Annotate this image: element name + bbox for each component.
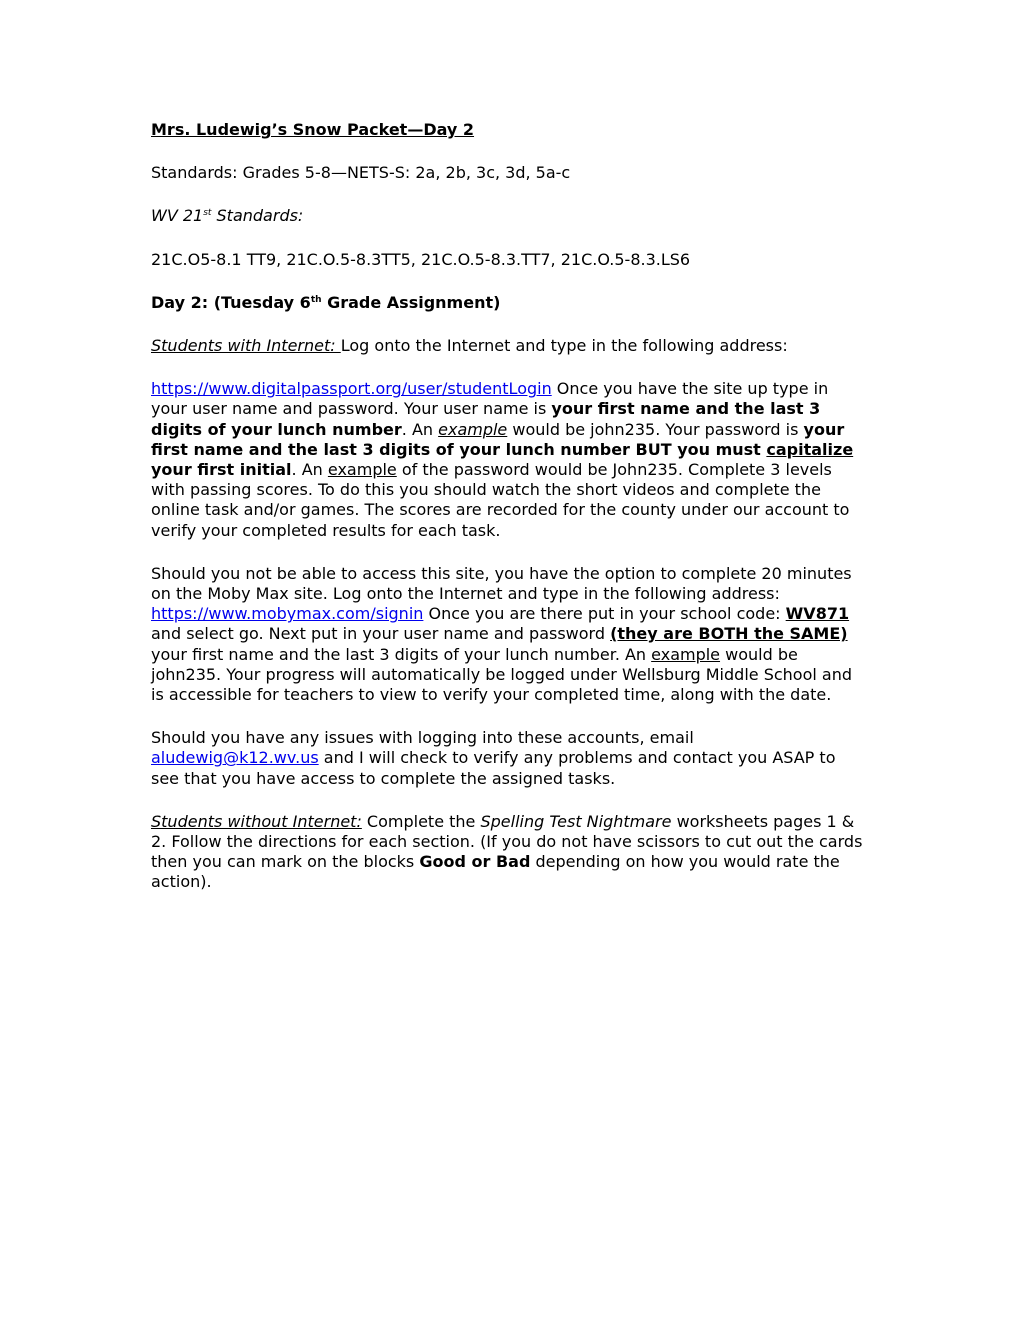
moby-max-paragraph — [151, 564, 863, 705]
moby-text-3: and select go. Next put in your user name and password — [151, 624, 611, 644]
day-sup: th — [310, 294, 322, 305]
moby-text-2: Once you are there put in your school code: — [423, 604, 786, 624]
wv-standards-heading — [151, 206, 863, 226]
moby-example: example — [651, 644, 721, 664]
digital-passport-paragraph — [151, 379, 863, 541]
issues-paragraph — [151, 728, 863, 789]
doc-title — [151, 120, 863, 140]
digital-text-3: would be john235. Your password is — [507, 419, 804, 439]
digital-text-4: . An — [291, 460, 328, 480]
day-heading — [151, 293, 863, 313]
wv-suffix: Standards: — [211, 206, 304, 226]
moby-max-link[interactable]: https://www.mobymax.com/signin — [151, 604, 424, 624]
email-link[interactable]: aludewig@k12.wv.us — [151, 748, 319, 768]
standard-codes: 21C.O5-8.1 TT9, 21C.O.5-8.3TT5, 21C.O.5-8.3.TT7, 21C.O.5-8.3.LS6 — [151, 249, 691, 269]
doc-title-text: Mrs. Ludewig’s Snow Packet—Day 2 — [151, 120, 475, 139]
worksheet-title: Spelling Test Nightmare — [480, 811, 672, 831]
both-same-note: (they are BOTH the SAME) — [610, 624, 848, 644]
issues-text-1: Should you have any issues with logging into these accounts, email — [151, 728, 694, 748]
day-suffix: Grade Assignment) — [321, 292, 501, 312]
day-prefix: Day 2: (Tuesday 6 — [151, 292, 311, 312]
students-with-internet-label: Students with Internet: — [151, 336, 341, 356]
document-page — [151, 120, 863, 916]
moby-text-1: Should you not be able to access this site, you have the option to complete 20 minutes on the Moby Max site. Log onto the Internet and type in the following address: — [151, 563, 852, 604]
digital-example-1: example — [438, 419, 508, 439]
students-without-internet-label: Students without Internet: — [151, 811, 362, 831]
moby-text-4: your first name and the last 3 digits of your lunch number. An — [151, 644, 652, 664]
digital-bold-3: your first initial — [151, 460, 292, 480]
wv-sup: st — [203, 208, 212, 219]
internet-instructions: Log onto the Internet and type in the following address: — [340, 336, 788, 356]
internet-intro — [151, 336, 863, 356]
nointernet-text-3: depending on how you would rate the action). — [151, 852, 840, 892]
digital-passport-link[interactable]: https://www.digitalpassport.org/user/studentLogin — [151, 379, 552, 399]
no-internet-paragraph — [151, 812, 863, 893]
issues-text-2: and I will check to verify any problems and contact you ASAP to see that you have access to complete the assigned tasks. — [151, 748, 836, 788]
digital-text-5: of the password would be John235. Complete 3 levels with passing scores. To do this you should watch the short videos and complete the online task and/or games. The scores are recorded for the county under our account to verify your completed results for each task. — [151, 460, 850, 540]
school-code: WV871 — [785, 604, 850, 624]
digital-example-2: example — [327, 460, 397, 480]
moby-text-5: would be john235. Your progress will automatically be logged under Wellsburg Middle School and is accessible for teachers to view to verify your completed time, along with the date. — [151, 644, 852, 705]
wv-prefix: WV 21 — [151, 206, 204, 226]
digital-text-1: Once you have the site up type in your user name and password. Your user name is — [151, 379, 829, 419]
digital-text-2: . An — [401, 419, 439, 439]
standards-line: Standards: Grades 5-8—NETS-S: 2a, 2b, 3c, 3d, 5a-c — [151, 163, 571, 183]
good-or-bad: Good or Bad — [419, 852, 531, 872]
nointernet-text-2: worksheets pages 1 & 2. Follow the directions for each section. (If you do not have scissors to cut out the cards then you can mark on the blocks — [151, 811, 863, 872]
digital-bold-2: your first name and the last 3 digits of your lunch number BUT you must — [151, 419, 845, 459]
nointernet-text-1: Complete the — [361, 811, 481, 831]
digital-bold-1: your first name and the last 3 digits of your lunch number — [151, 399, 821, 439]
digital-capitalize: capitalize — [766, 439, 854, 459]
